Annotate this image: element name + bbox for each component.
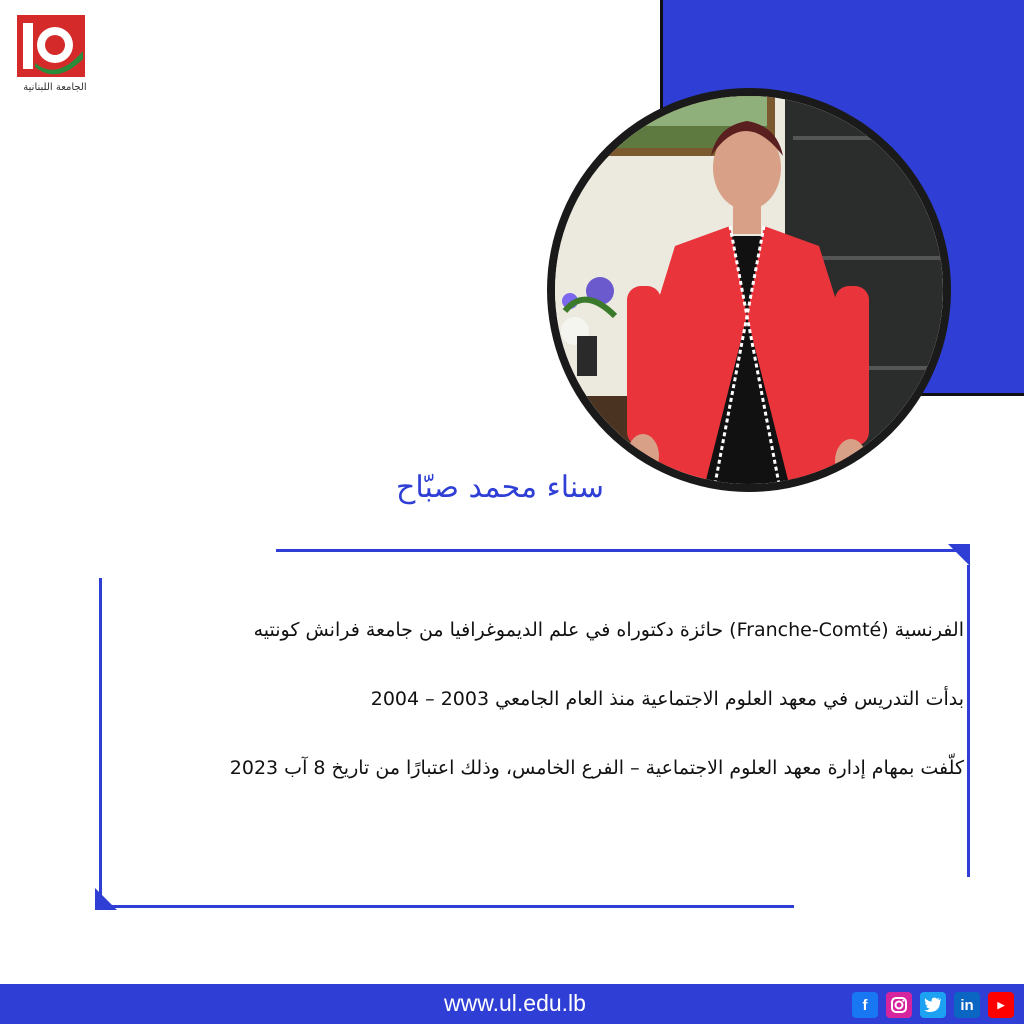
facebook-icon[interactable]: f <box>852 992 878 1018</box>
footer-bar <box>0 984 1024 1024</box>
bio-line-1: الفرنسية (Franche-Comté) حائزة دكتوراه في علم الديموغرافيا من جامعة فرانش كونتيه <box>253 619 964 641</box>
profile-name: سناء محمد صبّاح <box>395 470 605 505</box>
frame-top-line <box>276 549 968 552</box>
youtube-icon[interactable]: ▶ <box>988 992 1014 1018</box>
profile-photo <box>555 96 943 484</box>
frame-right-line <box>967 565 970 877</box>
instagram-icon[interactable] <box>886 992 912 1018</box>
frame-left-line <box>99 578 102 900</box>
lebanese-university-logo <box>14 12 94 98</box>
bio-line-2: بدأت التدريس في معهد العلوم الاجتماعية منذ العام الجامعي 2003 – 2004 <box>370 688 964 710</box>
frame-top-corner <box>948 544 970 566</box>
bio-line-3: كلّفت بمهام إدارة معهد العلوم الاجتماعية – الفرع الخامس، وذلك اعتبارًا من تاريخ 8 آب 2023 <box>229 757 964 779</box>
frame-bottom-line <box>110 905 794 908</box>
logo-emblem <box>17 15 85 77</box>
logo-caption: الجامعة اللبنانية <box>23 82 87 93</box>
twitter-icon[interactable] <box>920 992 946 1018</box>
linkedin-icon[interactable]: in <box>954 992 980 1018</box>
website-link[interactable]: www.ul.edu.lb <box>444 990 586 1016</box>
social-icons <box>852 992 1014 1018</box>
